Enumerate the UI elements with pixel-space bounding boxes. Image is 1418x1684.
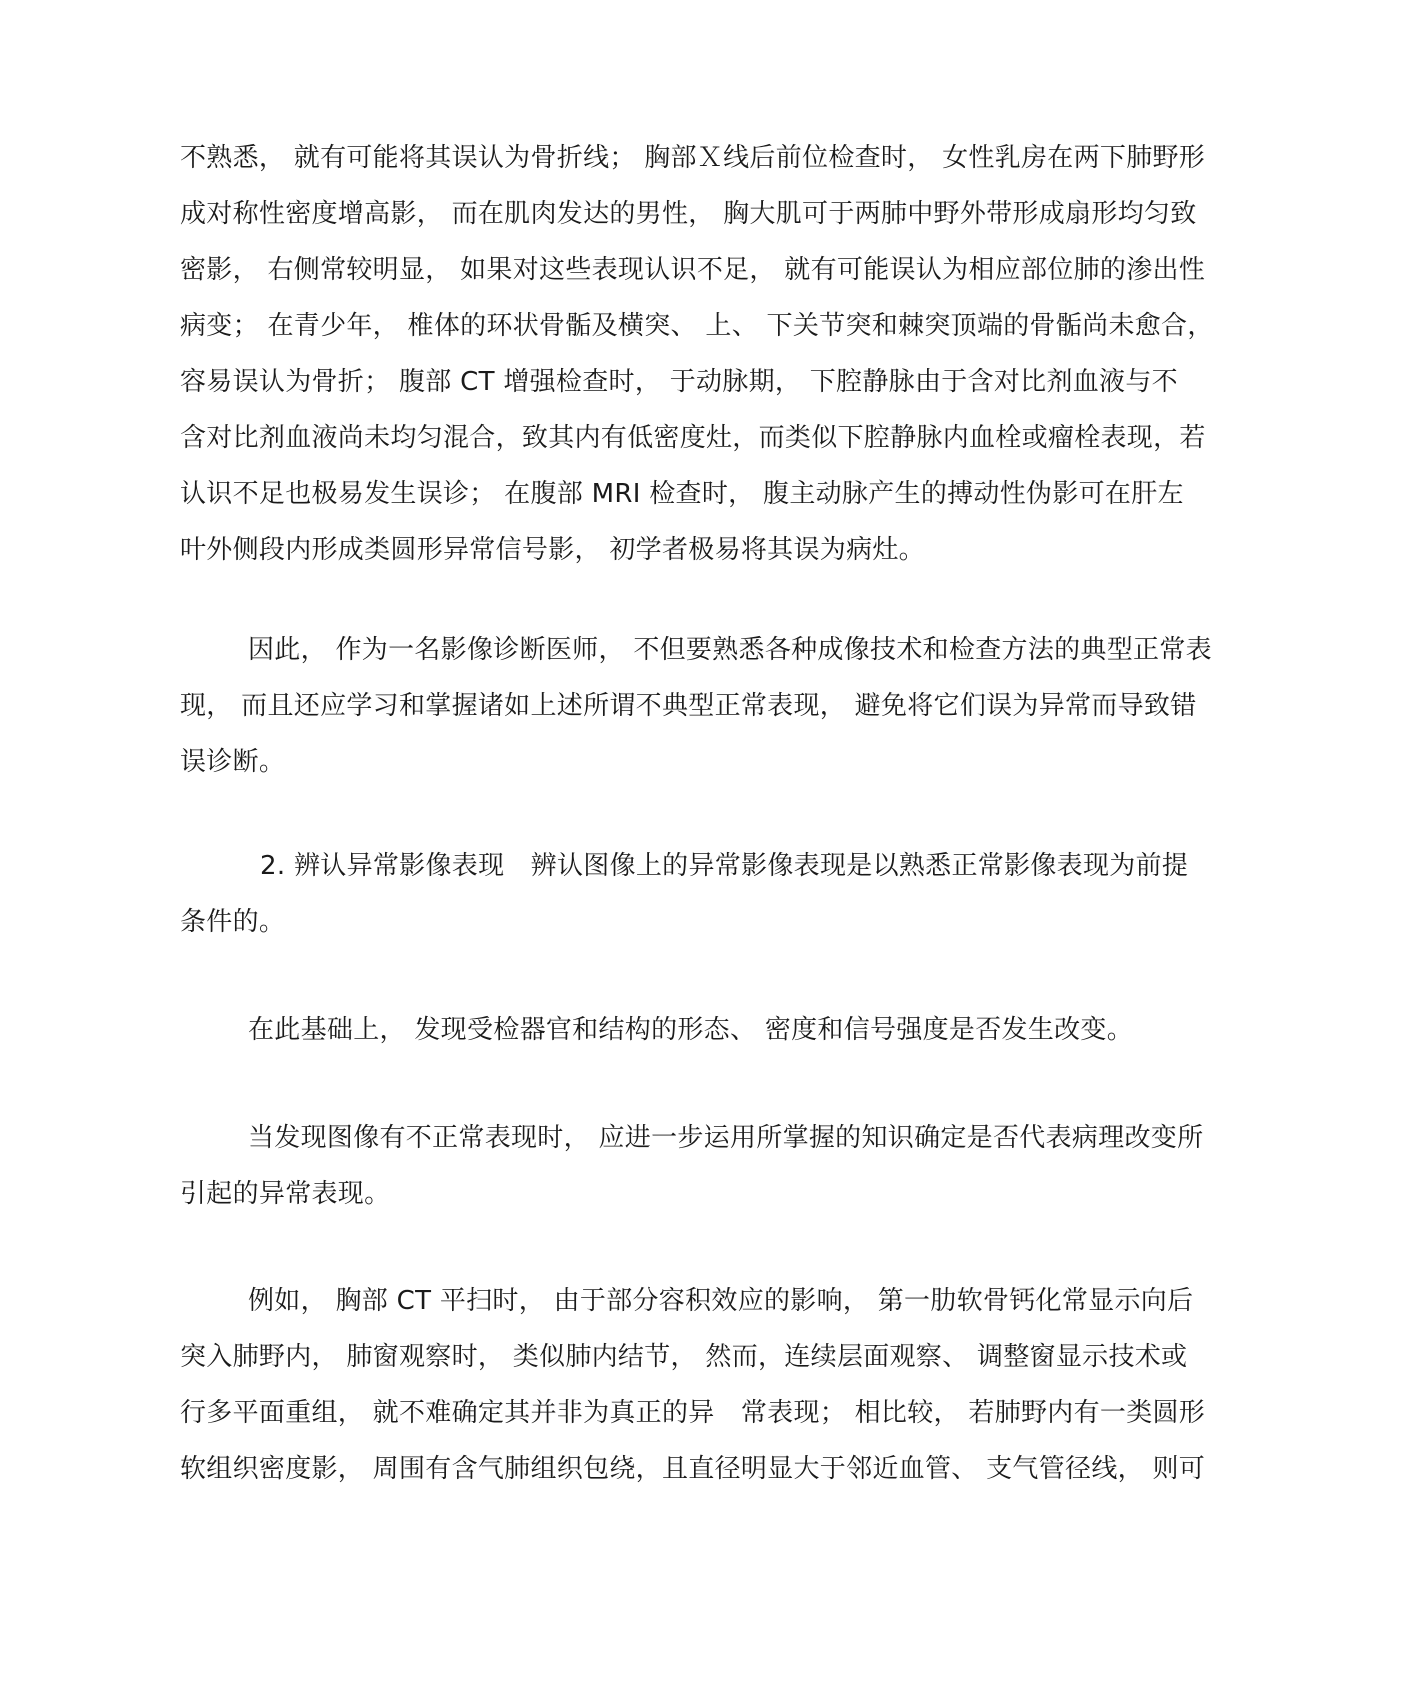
paragraph-1 (180, 130, 1240, 578)
text-line: 成对称性密度增高影， 而在肌肉发达的男性， 胸大肌可于两肺中野外带形成扇形均匀致 (180, 199, 1197, 229)
paragraph-3 (180, 838, 1240, 950)
paragraph-2 (180, 622, 1240, 790)
text-line: 突入肺野内， 肺窗观察时， 类似肺内结节， 然而，连续层面观察、 调整窗显示技术或 (180, 1342, 1188, 1372)
paragraph-5 (180, 1110, 1240, 1222)
text-line: 软组织密度影， 周围有含气肺组织包绕，且直径明显大于邻近血管、 支气管径线， 则可 (180, 1454, 1206, 1484)
paragraph-4 (180, 1002, 1240, 1058)
text-line: 因此， 作为一名影像诊断医师， 不但要熟悉各种成像技术和检查方法的典型正常表 (248, 635, 1212, 665)
text-line: 认识不足也极易发生误诊； 在腹部 MRI 检查时， 腹主动脉产生的搏动性伪影可在肝左 (180, 479, 1184, 509)
text-line: 引起的异常表现。 (180, 1179, 391, 1209)
paragraph-6 (180, 1273, 1240, 1497)
text-line: 例如， 胸部 CT 平扫时， 由于部分容积效应的影响， 第一肋软骨钙化常显示向后 (248, 1286, 1194, 1316)
text-line: 当发现图像有不正常表现时， 应进一步运用所掌握的知识确定是否代表病理改变所 (248, 1123, 1204, 1153)
text-line: 含对比剂血液尚未均匀混合，致其内有低密度灶，而类似下腔静脉内血栓或瘤栓表现，若 (180, 423, 1206, 453)
text-line: 现， 而且还应学习和掌握诸如上述所谓不典型正常表现， 避免将它们误为异常而导致错 (180, 691, 1197, 721)
text-line: 病变； 在青少年， 椎体的环状骨骺及横突、 上、 下关节突和棘突顶端的骨骺尚未愈合， (180, 311, 1214, 341)
text-line: 条件的。 (180, 907, 286, 937)
text-line: 在此基础上， 发现受检器官和结构的形态、 密度和信号强度是否发生改变。 (248, 1015, 1134, 1045)
text-line: 容易误认为骨折； 腹部 CT 增强检查时， 于动脉期， 下腔静脉由于含对比剂血液与不 (180, 367, 1178, 397)
text-line: 误诊断。 (180, 747, 286, 777)
text-line: 叶外侧段内形成类圆形异常信号影， 初学者极易将其误为病灶。 (180, 535, 925, 565)
text-line: 不熟悉， 就有可能将其误认为骨折线； 胸部Ｘ线后前位检查时， 女性乳房在两下肺野形 (180, 143, 1206, 173)
section-heading-line: 2. 辨认异常影像表现 辨认图像上的异常影像表现是以熟悉正常影像表现为前提 (260, 851, 1189, 881)
text-line: 密影， 右侧常较明显， 如果对这些表现认识不足， 就有可能误认为相应部位肺的渗出性 (180, 255, 1206, 285)
text-line: 行多平面重组， 就不难确定其并非为真正的异 常表现； 相比较， 若肺野内有一类圆形 (180, 1398, 1206, 1428)
